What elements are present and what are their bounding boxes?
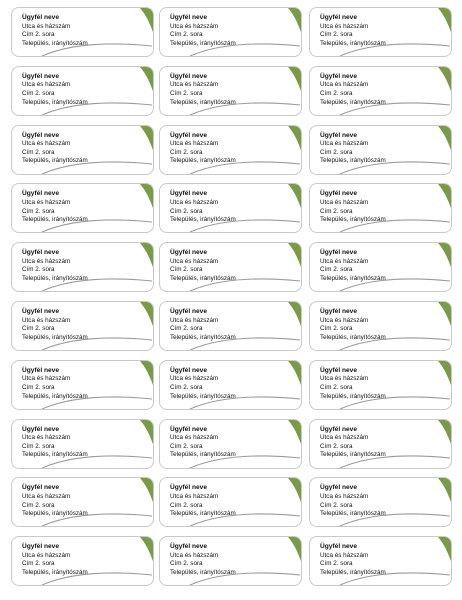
- city-postal-code: Település, irányítószám: [320, 333, 386, 341]
- customer-name: Ügyfél neve: [320, 425, 358, 433]
- address-lines: [170, 249, 236, 283]
- street-address: Utca és házszám: [320, 81, 369, 89]
- address-label[interactable]: [309, 7, 452, 57]
- address-label[interactable]: [159, 183, 302, 233]
- customer-name: Ügyfél neve: [22, 484, 60, 492]
- address-label[interactable]: [159, 419, 302, 469]
- customer-name: Ügyfél neve: [320, 249, 358, 257]
- address-lines: [22, 484, 88, 518]
- city-postal-code: Település, irányítószám: [170, 274, 236, 282]
- street-address: Utca és házszám: [320, 22, 369, 30]
- street-address: Utca és házszám: [320, 434, 369, 442]
- address-label[interactable]: [159, 301, 302, 351]
- street-address: Utca és házszám: [320, 257, 369, 265]
- address-line-2: Cím 2. sora: [320, 501, 353, 509]
- city-postal-code: Település, irányítószám: [22, 392, 88, 400]
- address-label[interactable]: [11, 360, 154, 410]
- city-postal-code: Település, irányítószám: [170, 392, 236, 400]
- address-lines: [320, 14, 386, 48]
- street-address: Utca és házszám: [22, 140, 71, 148]
- address-lines: [170, 73, 236, 107]
- city-postal-code: Település, irányítószám: [320, 157, 386, 165]
- customer-name: Ügyfél neve: [22, 72, 60, 80]
- address-line-2: Cím 2. sora: [170, 148, 203, 156]
- city-postal-code: Település, irányítószám: [170, 568, 236, 576]
- address-line-2: Cím 2. sora: [22, 207, 55, 215]
- address-label[interactable]: [11, 419, 154, 469]
- street-address: Utca és házszám: [22, 198, 71, 206]
- street-address: Utca és házszám: [22, 257, 71, 265]
- city-postal-code: Település, irányítószám: [170, 157, 236, 165]
- street-address: Utca és házszám: [170, 551, 219, 559]
- address-label[interactable]: [11, 477, 154, 527]
- address-lines: [320, 249, 386, 283]
- customer-name: Ügyfél neve: [320, 484, 358, 492]
- city-postal-code: Település, irányítószám: [320, 98, 386, 106]
- address-label[interactable]: [11, 242, 154, 292]
- address-lines: [170, 426, 236, 460]
- address-line-2: Cím 2. sora: [320, 31, 353, 39]
- address-label[interactable]: [309, 183, 452, 233]
- address-label[interactable]: [159, 242, 302, 292]
- street-address: Utca és házszám: [22, 81, 71, 89]
- city-postal-code: Település, irányítószám: [170, 451, 236, 459]
- address-lines: [320, 484, 386, 518]
- customer-name: Ügyfél neve: [170, 366, 208, 374]
- customer-name: Ügyfél neve: [22, 131, 60, 139]
- street-address: Utca és házszám: [22, 375, 71, 383]
- street-address: Utca és házszám: [22, 492, 71, 500]
- address-line-2: Cím 2. sora: [170, 560, 203, 568]
- address-line-2: Cím 2. sora: [170, 325, 203, 333]
- address-lines: [22, 14, 88, 48]
- address-line-2: Cím 2. sora: [22, 383, 55, 391]
- address-label[interactable]: [11, 301, 154, 351]
- address-lines: [22, 73, 88, 107]
- address-label[interactable]: [11, 125, 154, 175]
- address-line-2: Cím 2. sora: [22, 442, 55, 450]
- customer-name: Ügyfél neve: [22, 190, 60, 198]
- street-address: Utca és házszám: [170, 257, 219, 265]
- customer-name: Ügyfél neve: [320, 72, 358, 80]
- city-postal-code: Település, irányítószám: [22, 157, 88, 165]
- address-label[interactable]: [159, 125, 302, 175]
- address-line-2: Cím 2. sora: [170, 31, 203, 39]
- address-lines: [22, 132, 88, 166]
- customer-name: Ügyfél neve: [22, 14, 60, 21]
- customer-name: Ügyfél neve: [320, 14, 358, 21]
- address-line-2: Cím 2. sora: [320, 325, 353, 333]
- city-postal-code: Település, irányítószám: [22, 451, 88, 459]
- city-postal-code: Település, irányítószám: [22, 568, 88, 576]
- address-line-2: Cím 2. sora: [22, 501, 55, 509]
- address-line-2: Cím 2. sora: [170, 442, 203, 450]
- address-line-2: Cím 2. sora: [22, 31, 55, 39]
- city-postal-code: Település, irányítószám: [170, 216, 236, 224]
- address-line-2: Cím 2. sora: [22, 89, 55, 97]
- city-postal-code: Település, irányítószám: [22, 39, 88, 47]
- address-line-2: Cím 2. sora: [22, 560, 55, 568]
- customer-name: Ügyfél neve: [22, 543, 60, 551]
- customer-name: Ügyfél neve: [170, 72, 208, 80]
- customer-name: Ügyfél neve: [320, 543, 358, 551]
- address-label[interactable]: [159, 66, 302, 116]
- address-lines: [320, 543, 386, 577]
- address-label[interactable]: [309, 360, 452, 410]
- address-label[interactable]: [159, 360, 302, 410]
- address-label[interactable]: [309, 419, 452, 469]
- customer-name: Ügyfél neve: [170, 14, 208, 21]
- street-address: Utca és házszám: [170, 316, 219, 324]
- city-postal-code: Település, irányítószám: [22, 98, 88, 106]
- address-lines: [22, 308, 88, 342]
- address-lines: [170, 367, 236, 401]
- street-address: Utca és házszám: [170, 492, 219, 500]
- city-postal-code: Település, irányítószám: [22, 333, 88, 341]
- city-postal-code: Település, irányítószám: [320, 216, 386, 224]
- address-label[interactable]: [309, 125, 452, 175]
- street-address: Utca és házszám: [170, 140, 219, 148]
- address-label[interactable]: [309, 66, 452, 116]
- city-postal-code: Település, irányítószám: [320, 451, 386, 459]
- city-postal-code: Település, irányítószám: [170, 98, 236, 106]
- address-lines: [170, 190, 236, 224]
- street-address: Utca és házszám: [320, 198, 369, 206]
- street-address: Utca és házszám: [22, 434, 71, 442]
- address-line-2: Cím 2. sora: [170, 207, 203, 215]
- street-address: Utca és házszám: [320, 316, 369, 324]
- address-line-2: Cím 2. sora: [170, 501, 203, 509]
- address-label[interactable]: [159, 7, 302, 57]
- address-label[interactable]: [309, 242, 452, 292]
- address-line-2: Cím 2. sora: [22, 148, 55, 156]
- city-postal-code: Település, irányítószám: [170, 510, 236, 518]
- street-address: Utca és házszám: [170, 22, 219, 30]
- city-postal-code: Település, irányítószám: [320, 568, 386, 576]
- customer-name: Ügyfél neve: [170, 131, 208, 139]
- address-line-2: Cím 2. sora: [320, 207, 353, 215]
- address-label[interactable]: [309, 536, 452, 586]
- address-line-2: Cím 2. sora: [170, 383, 203, 391]
- customer-name: Ügyfél neve: [22, 308, 60, 315]
- address-line-2: Cím 2. sora: [320, 560, 353, 568]
- street-address: Utca és házszám: [320, 551, 369, 559]
- street-address: Utca és házszám: [320, 375, 369, 383]
- customer-name: Ügyfél neve: [22, 249, 60, 257]
- city-postal-code: Település, irányítószám: [170, 333, 236, 341]
- address-label[interactable]: [309, 301, 452, 351]
- city-postal-code: Település, irányítószám: [170, 39, 236, 47]
- address-lines: [22, 367, 88, 401]
- address-label[interactable]: [11, 7, 154, 57]
- address-line-2: Cím 2. sora: [22, 325, 55, 333]
- address-lines: [320, 308, 386, 342]
- address-line-2: Cím 2. sora: [170, 89, 203, 97]
- customer-name: Ügyfél neve: [170, 249, 208, 257]
- street-address: Utca és házszám: [22, 551, 71, 559]
- street-address: Utca és házszám: [170, 198, 219, 206]
- address-lines: [320, 367, 386, 401]
- address-lines: [320, 132, 386, 166]
- address-label[interactable]: [11, 536, 154, 586]
- address-label[interactable]: [159, 536, 302, 586]
- street-address: Utca és házszám: [170, 434, 219, 442]
- street-address: Utca és házszám: [22, 316, 71, 324]
- address-lines: [170, 132, 236, 166]
- city-postal-code: Település, irányítószám: [320, 274, 386, 282]
- street-address: Utca és házszám: [170, 81, 219, 89]
- address-lines: [320, 426, 386, 460]
- city-postal-code: Település, irányítószám: [22, 216, 88, 224]
- address-lines: [22, 543, 88, 577]
- customer-name: Ügyfél neve: [22, 366, 60, 374]
- address-lines: [320, 73, 386, 107]
- customer-name: Ügyfél neve: [320, 366, 358, 374]
- address-line-2: Cím 2. sora: [320, 383, 353, 391]
- city-postal-code: Település, irányítószám: [22, 510, 88, 518]
- city-postal-code: Település, irányítószám: [320, 39, 386, 47]
- address-lines: [170, 308, 236, 342]
- address-lines: [170, 543, 236, 577]
- street-address: Utca és házszám: [22, 22, 71, 30]
- customer-name: Ügyfél neve: [320, 190, 358, 198]
- address-label[interactable]: [309, 477, 452, 527]
- city-postal-code: Település, irányítószám: [320, 510, 386, 518]
- customer-name: Ügyfél neve: [170, 543, 208, 551]
- customer-name: Ügyfél neve: [170, 484, 208, 492]
- address-label[interactable]: [11, 66, 154, 116]
- address-lines: [22, 190, 88, 224]
- address-label[interactable]: [11, 183, 154, 233]
- address-line-2: Cím 2. sora: [320, 266, 353, 274]
- address-lines: [320, 190, 386, 224]
- address-line-2: Cím 2. sora: [320, 89, 353, 97]
- city-postal-code: Település, irányítószám: [320, 392, 386, 400]
- customer-name: Ügyfél neve: [170, 190, 208, 198]
- address-lines: [22, 426, 88, 460]
- street-address: Utca és házszám: [320, 492, 369, 500]
- address-label[interactable]: [159, 477, 302, 527]
- address-lines: [170, 484, 236, 518]
- customer-name: Ügyfél neve: [170, 425, 208, 433]
- address-line-2: Cím 2. sora: [320, 442, 353, 450]
- customer-name: Ügyfél neve: [320, 131, 358, 139]
- address-line-2: Cím 2. sora: [22, 266, 55, 274]
- address-lines: [22, 249, 88, 283]
- customer-name: Ügyfél neve: [320, 308, 358, 315]
- address-line-2: Cím 2. sora: [170, 266, 203, 274]
- customer-name: Ügyfél neve: [22, 425, 60, 433]
- street-address: Utca és házszám: [170, 375, 219, 383]
- address-line-2: Cím 2. sora: [320, 148, 353, 156]
- street-address: Utca és házszám: [320, 140, 369, 148]
- city-postal-code: Település, irányítószám: [22, 274, 88, 282]
- customer-name: Ügyfél neve: [170, 308, 208, 315]
- address-lines: [170, 14, 236, 48]
